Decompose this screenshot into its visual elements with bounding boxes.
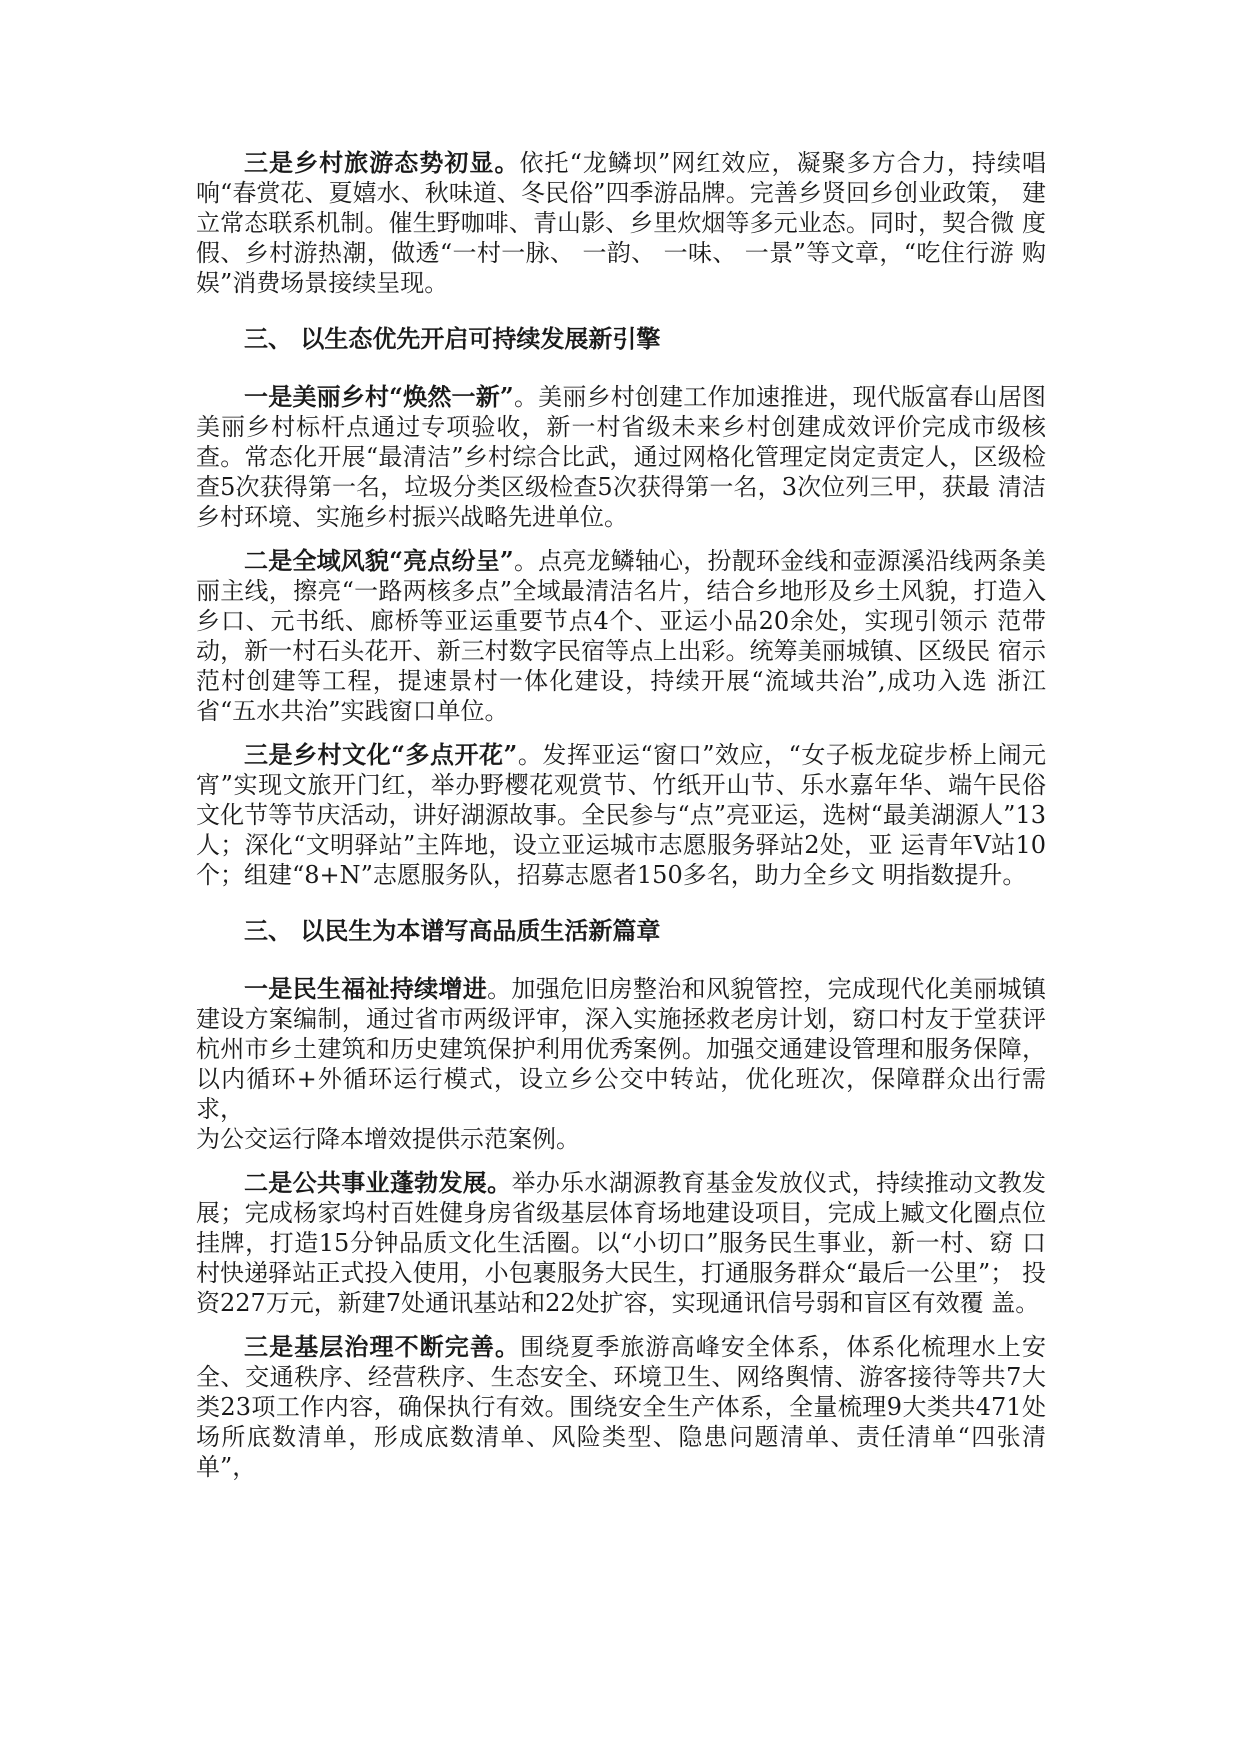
paragraph-lead: 一是民生福祉持续增进	[244, 974, 488, 1003]
document-body	[196, 148, 1046, 1496]
paragraph-continuation: 为公交运行降本增效提供示范案例。	[196, 1125, 580, 1153]
paragraph-text: 。美丽乡村创建工作加速推进，现代版富春山居图美丽乡村标杆点通过专项验收，新一村省级未来乡村创建成效评价完成市级核查。常态化开展“最清洁”乡村综合比武，通过网格化管理定岗定责定人，区级检查5次获得第一名，垃圾分类区级检查5次获得第一名，3次位列三甲，获最 清洁乡村环境、实施乡村振兴战略先进单位。	[196, 383, 1047, 531]
paragraph-regional-landscape	[196, 546, 1046, 726]
paragraph-lead: 二是全域风貌“亮点纷呈”	[244, 546, 514, 575]
paragraph-grassroots-governance	[196, 1332, 1046, 1482]
paragraph-rural-tourism	[196, 148, 1046, 298]
section-heading-ecology: 三、 以生态优先开启可持续发展新引擎	[244, 324, 661, 353]
paragraph-beautiful-village	[196, 382, 1046, 532]
paragraph-lead: 三是基层治理不断完善。	[244, 1332, 521, 1361]
paragraph-text: 。点亮龙鳞轴心，扮靓环金线和壶源溪沿线两条美丽主线，擦亮“一路两核多点”全域最清洁名片，结合乡地形及乡土风貌，打造入乡口、元书纸、廊桥等亚运重要节点4个、亚运小品20余处，实现引领示 范带动，新一村石头花开、新三村数字民宿等点上出彩。统筹美丽城镇、区级民 宿示范村创建等工程，提速景村一体化建设，持续开展“流域共治”,成功入选 浙江省“五水共治”实践窗口单位。	[196, 547, 1047, 725]
paragraph-lead: 三是乡村文化“多点开花”	[244, 740, 518, 769]
paragraph-public-affairs	[196, 1168, 1046, 1318]
paragraph-text: 举办乐水湖源教育基金发放仪式，持续推动文教发展；完成杨家坞村百姓健身房省级基层体育场地建设项目，完成上臧文化圈点位挂牌，打造15分钟品质文化生活圈。以“小切口”服务民生事业，新一村、窈 口村快递驿站正式投入使用，小包裹服务大民生，打通服务群众“最后一公里”； 投资227万元，新建7处通讯基站和22处扩容，实现通讯信号弱和盲区有效覆 盖。	[196, 1169, 1046, 1317]
paragraph-lead: 一是美丽乡村“焕然一新”	[244, 382, 514, 411]
paragraph-village-culture	[196, 740, 1046, 890]
paragraph-text: 依托“龙鳞坝”网红效应，凝聚多方合力，持续唱响“春赏花、夏嬉水、秋味道、冬民俗”四季游品牌。完善乡贤回乡创业政策， 建立常态联系机制。催生野咖啡、青山影、乡里炊烟等多元业态。同时，契合微 度假、乡村游热潮，做透“一村一脉、 一韵、 一味、 一景”等文章，“吃住行游 购娱”消费场景接续呈现。	[196, 149, 1046, 297]
paragraph-text: 。加强危旧房整治和风貌管控，完成现代化美丽城镇建设方案编制，通过省市两级评审，深入实施拯救老房计划，窈口村友于堂获评杭州市乡土建筑和历史建筑保护利用优秀案例。加强交通建设管理和服务保障， 以内循环+外循环运行模式，设立乡公交中转站，优化班次，保障群众出行需求，	[196, 975, 1046, 1123]
paragraph-lead: 三是乡村旅游态势初显。	[244, 148, 520, 177]
paragraph-livelihood-welfare	[196, 974, 1046, 1124]
paragraph-lead: 二是公共事业蓬勃发展。	[244, 1168, 512, 1197]
paragraph-text: 。发挥亚运“窗口”效应，“女子板龙碇步桥上闹元宵”实现文旅开门红，举办野樱花观赏节、竹纸开山节、乐水嘉年华、端午民俗文化节等节庆活动，讲好湖源故事。全民参与“点”亮亚运，选树“最美湖源人”13人；深化“文明驿站”主阵地，设立亚运城市志愿服务驿站2处，亚 运青年V站10个；组建“8+N”志愿服务队，招募志愿者150多名，助力全乡文 明指数提升。	[196, 741, 1046, 889]
paragraph-text: 围绕夏季旅游高峰安全体系，体系化梳理水上安全、交通秩序、经营秩序、生态安全、环境卫生、网络舆情、游客接待等共7大类23项工作内容，确保执行有效。围绕安全生产体系，全量梳理9大类共471处 场所底数清单，形成底数清单、风险类型、隐患问题清单、责任清单“四张清单”，	[196, 1333, 1047, 1481]
section-heading-livelihood: 三、 以民生为本谱写高品质生活新篇章	[244, 916, 661, 945]
